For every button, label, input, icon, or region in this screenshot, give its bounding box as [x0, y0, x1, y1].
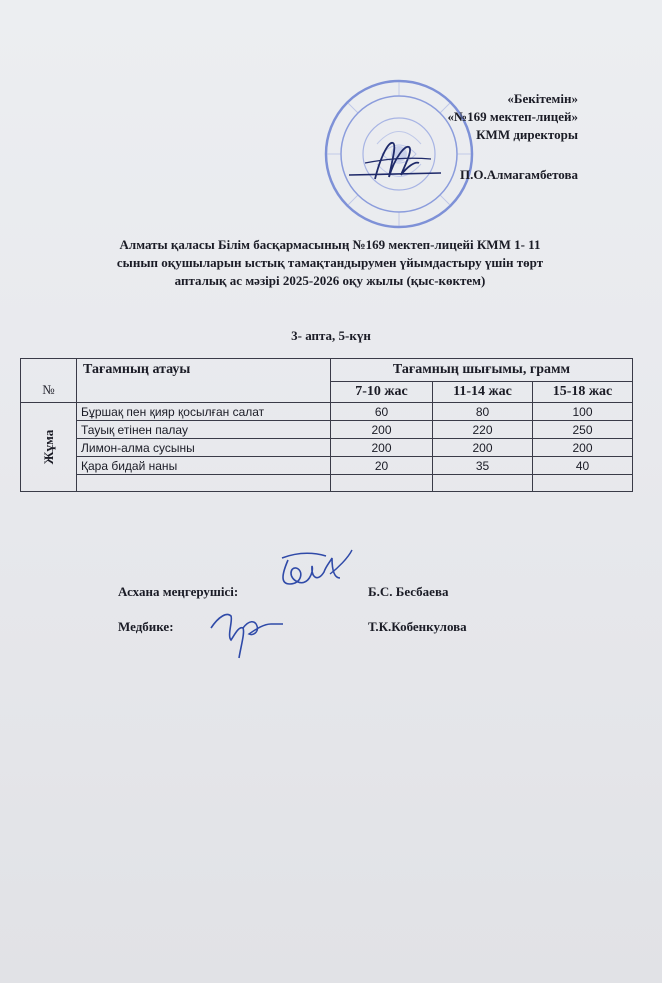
number-header: № — [21, 359, 77, 403]
nurse-signature-icon — [205, 606, 285, 662]
dish-name: Тауық етінен палау — [77, 421, 331, 439]
age-group-header: 15-18 жас — [533, 382, 633, 403]
menu-table — [20, 358, 633, 492]
portion-value: 200 — [533, 439, 633, 457]
portion-value: 80 — [433, 403, 533, 421]
cook-signature-icon — [268, 548, 354, 596]
director-signature-icon — [345, 135, 445, 187]
table-row-empty — [21, 475, 633, 492]
portion-value: 60 — [331, 403, 433, 421]
portion-value: 200 — [433, 439, 533, 457]
heading-line-3: апталық ас мәзірі 2025-2026 оқу жылы (қыс-көктем) — [174, 273, 486, 288]
approval-block — [448, 90, 578, 184]
empty-cell — [77, 475, 331, 492]
portion-value: 250 — [533, 421, 633, 439]
document-heading — [40, 236, 620, 290]
heading-line-1: Алматы қаласы Білім басқармасының №169 мектеп-лицейі КММ 1- 11 — [119, 237, 541, 252]
portion-value: 200 — [331, 439, 433, 457]
approval-school: «№169 мектеп-лицей» — [447, 109, 578, 124]
cook-name: Б.С. Бесбаева — [368, 584, 449, 599]
dish-name-header: Тағамның атауы — [77, 359, 331, 403]
nurse-name: Т.К.Кобенкулова — [368, 619, 467, 634]
age-group-header: 11-14 жас — [433, 382, 533, 403]
cook-title: Асхана меңгерушісі: — [118, 584, 239, 599]
day-cell — [21, 403, 77, 492]
dish-name: Қара бидай наны — [77, 457, 331, 475]
day-label: Жұма — [40, 429, 56, 465]
table-row — [21, 457, 633, 475]
table-row — [21, 421, 633, 439]
table-header-row — [21, 359, 633, 382]
portion-value: 20 — [331, 457, 433, 475]
portion-value: 220 — [433, 421, 533, 439]
dish-name: Лимон-алма сусыны — [77, 439, 331, 457]
portion-value: 35 — [433, 457, 533, 475]
heading-line-2: сынып оқушыларын ыстық тамақтандырумен үйымдастыру үшін төрт — [116, 255, 544, 270]
week-day-label: 3- апта, 5-күн — [291, 328, 371, 343]
portion-value: 100 — [533, 403, 633, 421]
table-row — [21, 439, 633, 457]
approval-position: КММ директоры — [476, 127, 578, 142]
empty-cell — [433, 475, 533, 492]
nurse-title: Медбике: — [118, 619, 174, 634]
yield-header: Тағамның шығымы, грамм — [331, 359, 633, 382]
empty-cell — [331, 475, 433, 492]
portion-value: 200 — [331, 421, 433, 439]
dish-name: Бұршақ пен қияр қосылған салат — [77, 403, 331, 421]
empty-cell — [533, 475, 633, 492]
approval-title: «Бекітемін» — [507, 91, 578, 106]
director-name: П.О.Алмагамбетова — [460, 167, 578, 182]
table-row — [21, 403, 633, 421]
portion-value: 40 — [533, 457, 633, 475]
age-group-header: 7-10 жас — [331, 382, 433, 403]
